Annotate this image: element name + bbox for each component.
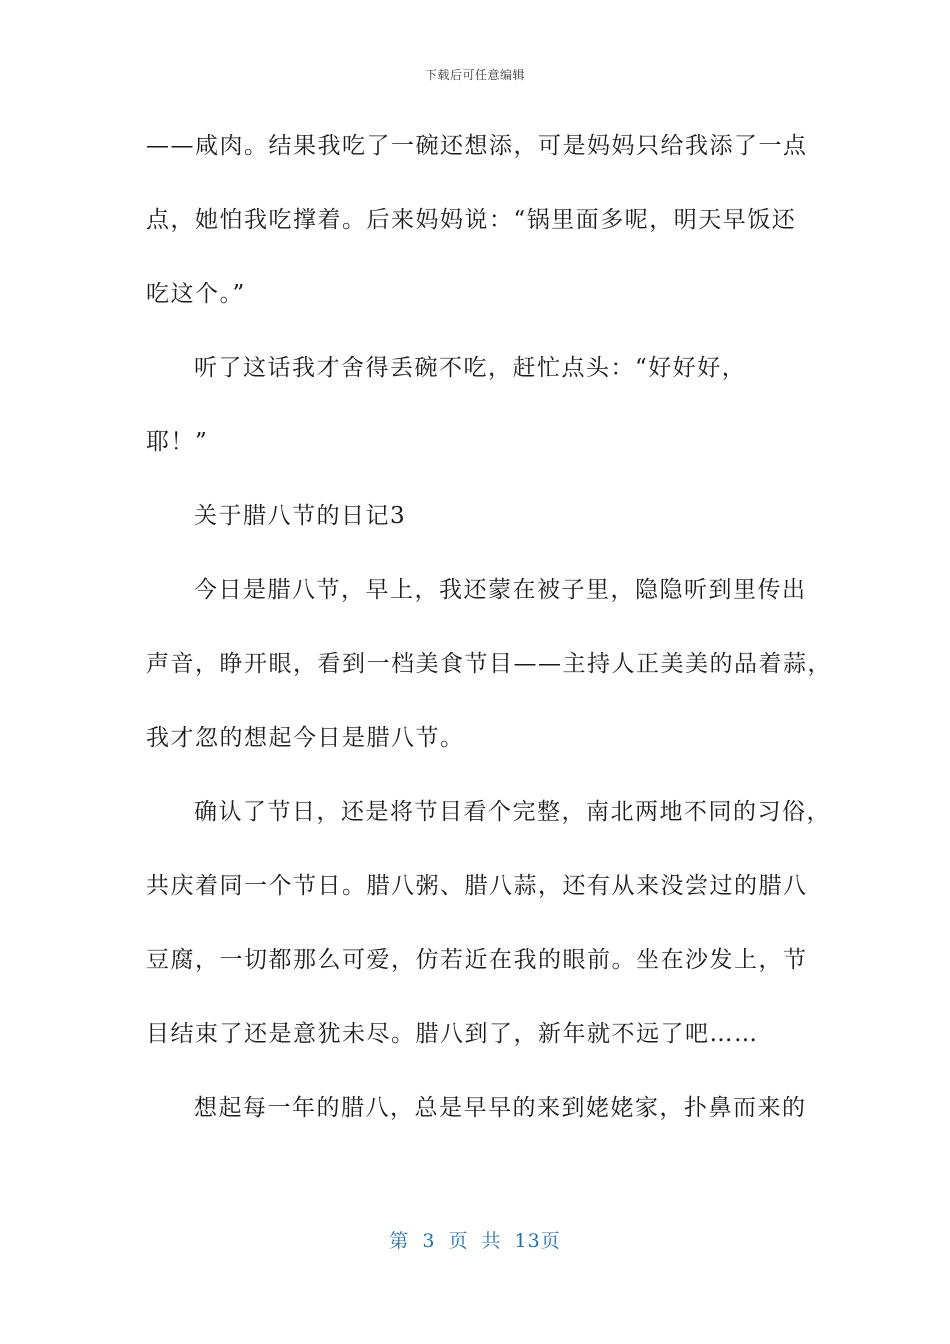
page-number-footer: 第 3 页 共 13页 (389, 1230, 561, 1252)
page-header-note: 下载后可任意编辑 (424, 68, 525, 82)
text-line: 豆腐，一切都那么可爱，仿若近在我的眼前。坐在沙发上，节 (146, 947, 808, 973)
text-line: 点，她怕我吃撑着。后来妈妈说：“锅里面多呢，明天早饭还 (146, 207, 797, 233)
text-line: 吃这个。” (146, 281, 246, 307)
text-line: 声音，睁开眼，看到一档美食节目——主持人正美美的品着蒜， (146, 651, 832, 677)
text-line: 耶！” (146, 429, 209, 455)
text-line: 我才忽的想起今日是腊八节。 (146, 725, 465, 751)
paragraph-start-line: 想起每一年的腊八，总是早早的来到姥姥家，扑鼻而来的 (194, 1095, 807, 1121)
document-body (146, 118, 832, 1154)
text-line: ——咸肉。结果我吃了一碗还想添，可是妈妈只给我添了一点 (146, 133, 808, 159)
section-heading: 关于腊八节的日记3 (194, 503, 407, 529)
text-line: 目结束了还是意犹未尽。腊八到了，新年就不远了吧…… (146, 1021, 759, 1047)
text-line: 共庆着同一个节日。腊八粥、腊八蒜，还有从来没尝过的腊八 (146, 873, 808, 899)
paragraph-start-line: 确认了节日，还是将节目看个完整，南北两地不同的习俗， (194, 799, 831, 825)
paragraph-start-line: 今日是腊八节，早上，我还蒙在被子里，隐隐听到里传出 (194, 577, 807, 603)
paragraph-start-line: 听了这话我才舍得丢碗不吃，赶忙点头：“好好好， (194, 355, 747, 381)
